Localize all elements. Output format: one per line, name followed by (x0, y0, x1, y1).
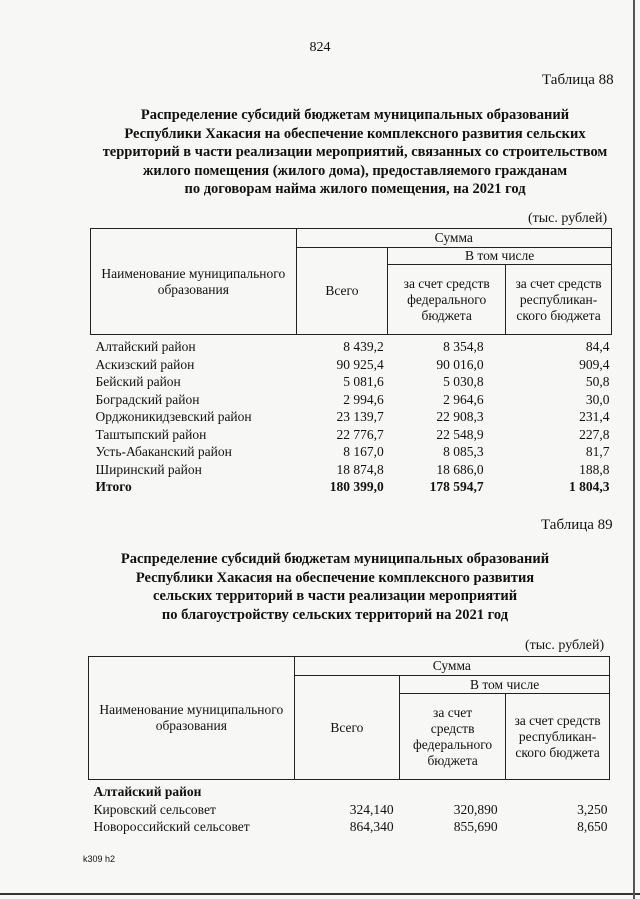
title-line: сельских территорий в части реализации мероприятий (152, 588, 518, 604)
section-name: Алтайский район (93, 784, 202, 799)
section-row (89, 780, 610, 801)
table-88-label: Таблица 88 (542, 72, 614, 88)
title-line: Республики Хакасия на обеспечение комплексного развития (135, 569, 535, 586)
cell-republic: 84,4 (585, 339, 610, 354)
cell-republic: 81,7 (585, 444, 610, 459)
header-total: Всего (294, 676, 400, 780)
cell-name: Ширинский район (95, 461, 202, 477)
header-federal: за счет средств федерального бюджета (400, 694, 506, 780)
cell-total: 8 439,2 (343, 339, 384, 354)
scan-right-edge (633, 0, 635, 899)
cell-name: Алтайский район (95, 339, 196, 354)
total-row (91, 478, 612, 496)
header-incl: В том числе (400, 676, 610, 694)
table-row (91, 391, 612, 409)
table-row (91, 373, 612, 391)
cell-federal: 8 085,3 (443, 444, 484, 459)
cell-federal: 855,690 (453, 819, 498, 834)
cell-total: 18 874,8 (336, 461, 384, 477)
table-row (91, 426, 612, 444)
cell-federal: 8 354,8 (443, 339, 484, 354)
table-89 (88, 656, 610, 836)
title-line: Распределение субсидий бюджетам муниципальных образований (140, 107, 570, 123)
header-name: Наименование муниципального образования (89, 657, 295, 780)
table-row (91, 408, 612, 426)
header-republic: за счет средств республикан-ского бюджета (506, 694, 610, 780)
title-line: жилого помещения (жилого дома), предоставляемого гражданам (142, 162, 568, 179)
cell-total: 23 139,7 (336, 409, 384, 424)
cell-name: Кировский сельсовет (93, 801, 216, 817)
table-89-label: Таблица 89 (541, 517, 613, 533)
table-88-units: (тыс. рублей) (528, 211, 608, 226)
cell-federal: 22 908,3 (436, 409, 484, 424)
title-line: территорий в части реализации мероприятий, связанных со строительством (102, 144, 608, 160)
header-sum: Сумма (296, 229, 611, 248)
cell-federal: 320,890 (453, 801, 498, 817)
table-88 (90, 228, 612, 496)
cell-federal: 2 964,6 (443, 391, 484, 407)
table-89-title (60, 550, 610, 624)
cell-federal: 18 686,0 (436, 461, 484, 477)
table-row (91, 335, 612, 356)
cell-federal: 178 594,7 (429, 479, 484, 494)
title-line: Распределение субсидий бюджетам муниципальных образований (120, 551, 550, 567)
cell-total: 8 167,0 (343, 444, 384, 459)
cell-total: 2 994,6 (343, 391, 384, 407)
table-row (91, 461, 612, 479)
cell-total: 5 081,6 (343, 374, 384, 389)
cell-republic: 227,8 (579, 426, 610, 442)
cell-name: Усть-Абаканский район (95, 444, 232, 459)
cell-total: 324,140 (349, 801, 394, 817)
cell-republic: 30,0 (585, 391, 610, 407)
table-89-units: (тыс. рублей) (525, 638, 605, 653)
cell-republic: 3,250 (577, 801, 608, 817)
table-row (89, 818, 610, 836)
table-88-title (80, 106, 630, 199)
cell-republic: 1 804,3 (569, 479, 610, 494)
cell-name: Аскизский район (95, 356, 195, 372)
cell-republic: 231,4 (579, 409, 610, 424)
header-total: Всего (296, 248, 388, 335)
title-line: по благоустройству сельских территорий на 2021 год (161, 606, 509, 623)
cell-name: Итого (95, 479, 132, 494)
cell-name: Бейский район (95, 374, 181, 389)
cell-federal: 22 548,9 (436, 426, 484, 442)
cell-republic: 8,650 (577, 819, 608, 834)
header-federal: за счет средств федерального бюджета (388, 265, 506, 335)
cell-name: Боградский район (95, 391, 200, 407)
cell-total: 180 399,0 (329, 479, 384, 494)
table-row (91, 443, 612, 461)
table-row (89, 801, 610, 819)
header-name: Наименование муниципального образования (91, 229, 297, 335)
cell-republic: 50,8 (585, 374, 610, 389)
cell-name: Таштыпский район (95, 426, 207, 442)
cell-total: 22 776,7 (336, 426, 384, 442)
cell-federal: 90 016,0 (436, 356, 484, 372)
cell-total: 864,340 (349, 819, 394, 834)
header-incl: В том числе (388, 248, 612, 265)
footer-code: k309 h2 (83, 854, 116, 864)
cell-total: 90 925,4 (336, 356, 384, 372)
table-row (91, 356, 612, 374)
page-number: 824 (309, 40, 331, 55)
cell-federal: 5 030,8 (443, 374, 484, 389)
header-republic: за счет средств республикан-ского бюджета (506, 265, 612, 335)
cell-name: Новороссийский сельсовет (93, 819, 250, 834)
title-line: по договорам найма жилого помещения, на 2021 год (184, 181, 526, 197)
cell-name: Орджоникидзевский район (95, 409, 252, 424)
title-line: Республики Хакасия на обеспечение комплексного развития сельских (124, 125, 586, 142)
scan-bottom-line (0, 893, 640, 895)
cell-republic: 909,4 (579, 356, 610, 372)
cell-republic: 188,8 (579, 461, 610, 477)
header-sum: Сумма (294, 657, 609, 676)
